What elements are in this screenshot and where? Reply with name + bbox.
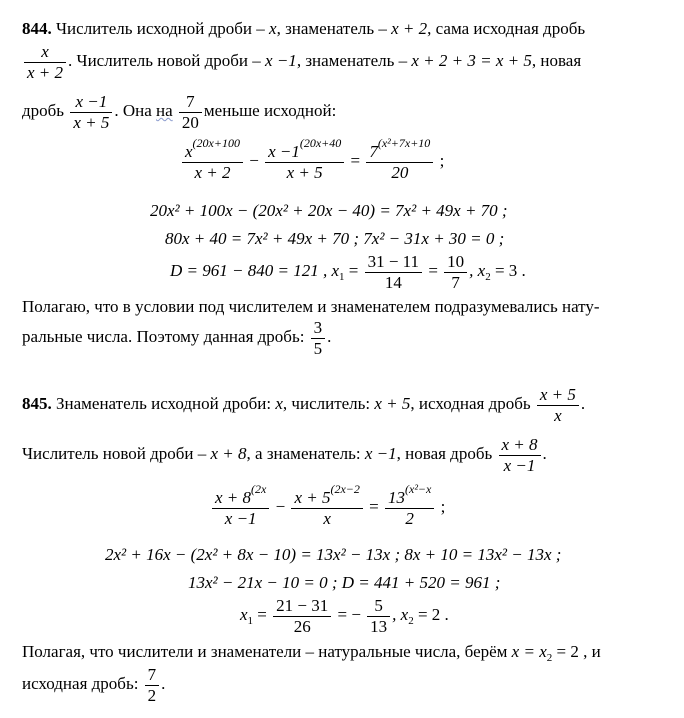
fraction: $\frac{x + 8^{(2x}}{x -1}$ <box>212 488 269 528</box>
fraction: $\frac{x + 8}{x -1}$ <box>499 435 541 475</box>
problem-844-line-3: дробь $\frac{x -1}{x + 5}$ . Она на $\frac{7}{20}$ меньше исходной: <box>22 92 337 132</box>
fraction: $\frac{7^{(x^2+7x+10}}{20}$ <box>366 142 433 182</box>
answer-fraction: $\frac{3}{5}$ <box>311 318 326 358</box>
problem-number: 844. <box>22 19 52 38</box>
problem-844-line-2: $\frac{x}{x + 2}$ . Числитель новой дроби – x −1, знаменатель – x + 2 + 3 = x + 5, новая <box>22 42 581 82</box>
fraction: $\frac{x}{x + 2}$ <box>24 42 66 82</box>
equation-844-4: D = 961 − 840 = 121 , $x_1$ = $\frac{31 - 11}{14}$ = $\frac{10}{7}$ , $x_2 = 3$ . <box>170 252 526 292</box>
fraction: $\frac{7}{20}$ <box>179 92 202 132</box>
fraction: $\frac{x -1}{x + 5}$ <box>70 92 112 132</box>
fraction: $\frac{21 - 31}{26}$ <box>273 596 331 636</box>
conclusion-845-line-2: исходная дробь: $\frac{7}{2}$ . <box>22 665 166 705</box>
fraction: $\frac{x + 5}{x}$ <box>537 385 579 425</box>
fraction: $\frac{x^{(20x+100}}{x + 2}$ <box>182 142 243 182</box>
equation-844-1: $\frac{x^{(20x+100}}{x + 2}$ − $\frac{x -1^{(20x+40}}{x + 5}$ = $\frac{7^{(x^2+7x+10}}{20}$ ; <box>180 142 444 182</box>
fraction: $\frac{x -1^{(20x+40}}{x + 5}$ <box>265 142 344 182</box>
problem-845-line-1: 845. Знаменатель исходной дроби: x, числитель: x + 5, исходная дробь $\frac{x + 5}{x}$ . <box>22 385 586 425</box>
equation-845-4: $x_1$ = $\frac{21 - 31}{26}$ = − $\frac{5}{13}$ , $x_2 = 2$ . <box>240 596 449 636</box>
equation-845-3: 13x² − 21x − 10 = 0 ; D = 441 + 520 = 961 ; <box>188 573 501 592</box>
equation-844-3: 80x + 40 = 7x² + 49x + 70 ; 7x² − 31x + 30 = 0 ; <box>165 229 505 248</box>
problem-number: 845. <box>22 393 52 413</box>
conclusion-844-line-2: ральные числа. Поэтому данная дробь: $\frac{3}{5}$ . <box>22 318 332 358</box>
fraction: $\frac{31 - 11}{14}$ <box>365 252 422 292</box>
fraction: $\frac{x + 5^{(2x-2}}{x}$ <box>291 488 362 528</box>
conclusion-844-line-1: Полагаю, что в условии под числителем и знаменателем подразумевались нату- <box>22 297 600 316</box>
problem-844-line-1: 844. Числитель исходной дроби – x, знаменатель – x + 2, сама исходная дробь <box>22 19 586 38</box>
fraction: $\frac{13^{(x^2-x}}{2}$ <box>385 488 434 528</box>
equation-845-2: 2x² + 16x − (2x² + 8x − 10) = 13x² − 13x ; 8x + 10 = 13x² − 13x ; <box>105 545 562 564</box>
problem-845-line-2: Числитель новой дроби – x + 8, а знаменатель: x −1, новая дробь $\frac{x + 8}{x -1}$ . <box>22 435 547 475</box>
equation-845-1: $\frac{x + 8^{(2x}}{x -1}$ − $\frac{x + 5^{(2x-2}}{x}$ = $\frac{13^{(x^2-x}}{2}$ ; <box>210 488 445 528</box>
answer-fraction: $\frac{7}{2}$ <box>145 665 160 705</box>
fraction: $\frac{10}{7}$ <box>444 252 467 292</box>
conclusion-845-line-1: Полагая, что числители и знаменатели – натуральные числа, берём $x = x_2 = 2$ , и <box>22 642 601 664</box>
fraction: $\frac{5}{13}$ <box>367 596 390 636</box>
equation-844-2: 20x² + 100x − (20x² + 20x − 40) = 7x² + 49x + 70 ; <box>150 201 508 220</box>
